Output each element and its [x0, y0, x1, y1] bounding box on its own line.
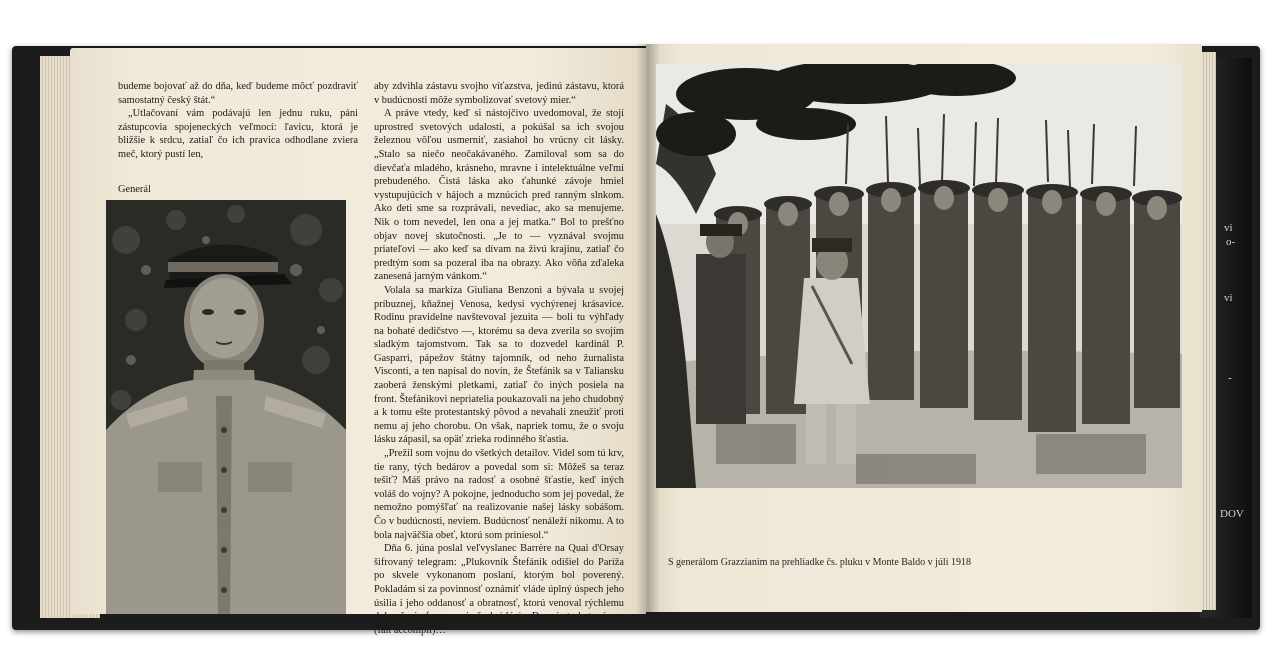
paragraph: Dňa 6. júna poslal veľvyslanec Barrère na Quai d'Orsay šifrovaný telegram: „Plukovník Štefánik odišiel do Paríža po skvele vykonanom poslaní, ktorým bol poverený. Pokladám si za povinnosť oznámiť vláde úplný úspech jeho úsilia i jeho oddanosť a obratnosť, ktorú venoval rýchlemu dokončeniu formovania českej légie. Dnes je to hotová vec (fait accompli)…“ [374, 543, 624, 636]
left-page-column-2 [374, 80, 624, 637]
spine-fragment: o- [1226, 236, 1236, 248]
cover-spine-text [1218, 222, 1258, 542]
photo-caption-parade: S generálom Grazzianim na prehliadke čs. pluku v Monte Baldo v júli 1918 [668, 557, 971, 568]
photo-caption-general: Generál [118, 184, 151, 195]
spine-fragment: - [1228, 372, 1232, 384]
paragraph: aby zdvihla zástavu svojho víťazstva, jedinú zástavu, ktorá v budúcnosti môže symbolizovať svetový mier.“ [374, 81, 624, 106]
paragraph: A práve vtedy, keď si nástojčivo uvedomoval, že stojí uprostred svetových udalostí, a pokúšal sa ich svojou železnou vôľou usmerniť, zasiahol ho vrúcny cit lásky. „Stalo sa niečo neočakávaného. Zamiloval som sa do dievčaťa mladého, krásneho, mravne i intelektuálne veľmi prebudeného. Čistá láska ako ťahunké závoje hmiel vystupujúcich v hájoch a mznúcich pred ranným slnkom. Ako deti sme sa rozprávali, nevediac, ako sa menujeme. Nik o tom nevedel, len ona a jej matka.“ Bol to prešťno objav novej skutočnosti. „Je to — vyznával svojmu priateľovi — ako keď sa dívam na živú krajinu, zatiaľ čo predtým som sa pozeral iba na obrazy. Ako vôňa zďaleka zanesená jarným vánkom.“ [374, 108, 624, 283]
paragraph: „Utlačovaní vám podávajú len jednu ruku, páni zástupcovia spojeneckých veľmocí: ľavicu, ktorá je bližšie k srdcu, zatiaľ čo ich pravica odhodlane zviera meč, ktorý pustí len, [118, 108, 358, 160]
portrait-photo [106, 200, 346, 614]
paragraph: „Prežil som vojnu do všetkých detailov. Videl som tú krv, tie rany, tých bedárov a povedal som si: Môžeš sa teraz tešiť? Máš právo na radosť a osobné šťastie, keď iných voláš do vojny? A pokojne, jednoducho som jej povedal, že nemožno pomýšľať na realizovanie našej lásky sobášom. Čo v budúcnosti, neviem. Budúcnosť nenáleží nikomu. A to bola najväčšia obeť, ktorú som priniesol.“ [374, 448, 624, 541]
spine-fragment: DOV [1220, 508, 1244, 520]
parade-photo [656, 64, 1182, 488]
spine-fragment: vi [1224, 292, 1233, 304]
left-page-column-1 [118, 80, 358, 162]
paragraph: budeme bojovať až do dňa, keď budeme môcť pozdraviť samostatný český štát.“ [118, 81, 358, 106]
paragraph: Volala sa markíza Giuliana Benzoni a bývala u svojej príbuznej, kňažnej Venosa, kedysi vychýrenej krásavice. Rodinu pravidelne navštevoval jezuita — boli tu výhľady na bohaté dedičstvo —, ktorému sa deva zverila so svojím sladkým tajomstvom. Tak sa to dozvedel kardinál P. Gasparri, pápežov štátny tajomník, od neho žurnalista Visconti, a ten napísal do novín, že Štefánik sa v Taliansku zaoberá ženskými pletkami, zatiaľ čo iných posiela na front. Štefánikovi nepriatelia poukazovali na jeho chudobný a k tomu ešte protestantský pôvod a nevahali zneužiť proti nemu aj jeho chorobu. On však, napriek tomu, že o svoju lásku zápasil, sa opäť zrieka rodinného šťastia. [374, 284, 624, 446]
spine-fragment: vi [1224, 222, 1233, 234]
